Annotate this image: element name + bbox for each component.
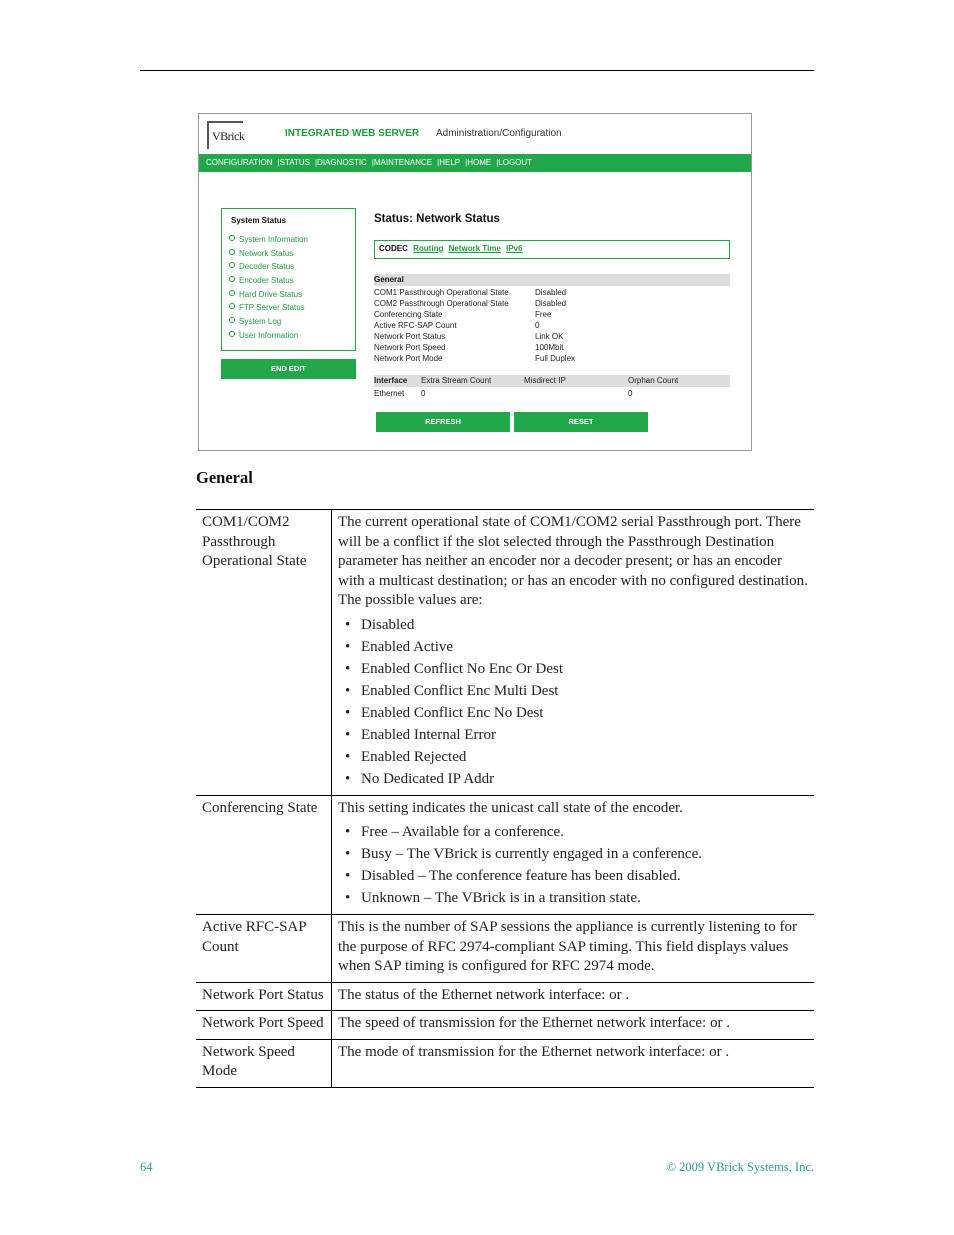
status-value: Free	[535, 310, 552, 319]
bullet-icon	[229, 235, 235, 241]
menu-title: System Status	[231, 216, 287, 225]
status-row	[374, 321, 539, 330]
system-status-menu	[221, 208, 356, 351]
list-item: • Enabled Conflict No Enc Or Dest	[338, 658, 808, 680]
description-cell	[332, 1011, 815, 1040]
bullet-icon	[229, 276, 235, 282]
web-server-screenshot	[198, 113, 752, 451]
status-key: COM1 Passthrough Operational State	[374, 288, 509, 297]
table-row	[196, 795, 814, 915]
sidebar-item-label[interactable]: FTP Server Status	[239, 303, 305, 313]
table-row	[196, 915, 814, 983]
nav-separator: |	[314, 158, 318, 167]
value-list	[338, 821, 808, 909]
term-cell: Conferencing State	[196, 795, 332, 915]
interface-header	[374, 375, 730, 387]
status-row	[374, 354, 575, 363]
sidebar-item-label[interactable]: Hard Drive Status	[239, 289, 303, 299]
sidebar-item[interactable]	[229, 329, 308, 343]
table-row	[196, 510, 814, 796]
general-header-label: General	[374, 275, 404, 284]
sidebar-item-label[interactable]: System Information	[239, 235, 308, 244]
bullet-icon	[229, 249, 235, 255]
description-text: The mode of transmission for the Ethernet network interface: or .	[338, 1043, 730, 1060]
list-item: • Enabled Rejected	[338, 746, 808, 768]
sidebar-item[interactable]	[229, 301, 308, 315]
value-list	[338, 614, 808, 790]
sidebar-item-label[interactable]: System Log	[239, 317, 282, 327]
vbrick-logo: VBrick	[207, 121, 243, 149]
table-row	[196, 982, 814, 1011]
description-text: The speed of transmission for the Ethernet network interface: or .	[338, 1015, 730, 1031]
list-item: • Free – Available for a conference.	[338, 821, 808, 843]
nav-link-home[interactable]: HOME	[467, 158, 492, 167]
copyright: © 2009 VBrick Systems, Inc.	[666, 1160, 814, 1174]
list-item: • Disabled – The conference feature has been disabled.	[338, 865, 808, 887]
nav-separator: |	[496, 158, 499, 167]
sidebar-item[interactable]	[229, 260, 308, 274]
description-cell	[332, 982, 815, 1011]
col-misdirect-ip: Misdirect IP	[524, 376, 566, 385]
status-row	[374, 343, 563, 352]
bullet-icon	[229, 303, 235, 309]
bullet-icon	[229, 317, 235, 323]
tab-codec[interactable]: CODEC	[379, 244, 408, 253]
nav-link-help[interactable]: HELP	[439, 158, 461, 167]
iface-orphan-count: 0	[628, 389, 633, 398]
description-text: The status of the Ethernet network interface: or .	[338, 986, 630, 1003]
status-key: Active RFC-SAP Count	[374, 321, 457, 330]
nav-link-configuration[interactable]: CONFIGURATION	[206, 158, 273, 167]
sidebar-item[interactable]	[229, 247, 308, 261]
sidebar-item-label[interactable]: Encoder Status	[239, 276, 294, 286]
status-key: COM2 Passthrough Operational State	[374, 299, 509, 308]
status-key: Network Port Speed	[374, 343, 446, 352]
status-key: Network Port Status	[374, 332, 446, 341]
list-item: • Enabled Conflict Enc Multi Dest	[338, 680, 808, 702]
status-row	[374, 332, 563, 341]
status-value: 0	[535, 321, 540, 330]
status-key: Network Port Mode	[374, 354, 443, 363]
list-item: • Enabled Conflict Enc No Dest	[338, 702, 808, 724]
status-value: 100Mbit	[535, 343, 564, 352]
nav-separator: |	[437, 158, 440, 167]
table-row	[196, 1039, 814, 1087]
definition-table	[196, 509, 814, 1088]
end-edit-button[interactable]: END EDIT	[221, 359, 356, 379]
refresh-button[interactable]: REFRESH	[376, 412, 510, 432]
description-text: The current operational state of COM1/COM2 serial Passthrough port. There will be a conflict if the slot selected through the Passthrough Destination parameter has neither an encoder nor a decoder present; or has an encoder with a multicast destination; or has an encoder with no configured destination. The possible values are:	[338, 514, 808, 608]
sidebar-item[interactable]	[229, 274, 308, 288]
status-value: Link OK	[535, 332, 564, 341]
sidebar-item-label[interactable]: User Information	[239, 330, 299, 340]
term-cell: Network Port Speed	[196, 1011, 332, 1040]
col-orphan-count: Orphan Count	[628, 376, 679, 385]
status-value: Disabled	[535, 299, 567, 308]
status-row	[374, 310, 551, 319]
sidebar-item-label[interactable]: Network Status	[239, 248, 294, 258]
nav-link-diagnostic[interactable]: DIAGNOSTIC	[317, 158, 367, 167]
nav-separator: |	[465, 158, 468, 167]
list-item: • Unknown – The VBrick is in a transition state.	[338, 887, 808, 909]
term-cell: Network Speed Mode	[196, 1039, 332, 1087]
nav-link-logout[interactable]: LOGOUT	[498, 158, 533, 167]
tab-routing[interactable]: Routing	[413, 244, 444, 253]
nav-bar	[199, 154, 751, 172]
description-cell	[332, 510, 815, 796]
nav-link-maintenance[interactable]: MAINTENANCE	[373, 158, 433, 167]
nav-links	[206, 158, 532, 167]
general-header	[374, 274, 730, 286]
status-value: Full Duplex	[535, 354, 576, 363]
list-item: • No Dedicated IP Addr	[338, 768, 808, 790]
status-key: Conferencing State	[374, 310, 443, 319]
list-item: • Enabled Active	[338, 636, 808, 658]
reset-button[interactable]: RESET	[514, 412, 648, 432]
page-number: 64	[140, 1160, 153, 1174]
description-cell	[332, 1039, 815, 1087]
table-row	[196, 1011, 814, 1040]
term-cell: COM1/COM2 Passthrough Operational State	[196, 510, 332, 796]
list-item: • Enabled Internal Error	[338, 724, 808, 746]
description-cell	[332, 795, 815, 915]
sidebar-item-label[interactable]: Decoder Status	[239, 262, 295, 272]
tab-network-time[interactable]: Network Time	[448, 244, 501, 253]
bullet-icon	[229, 331, 235, 337]
description-cell	[332, 915, 815, 983]
nav-link-status[interactable]: STATUS	[279, 158, 310, 167]
description-text: This is the number of SAP sessions the appliance is currently listening to for the purpose of RFC 2974-compliant SAP timing. This field displays values when SAP timing is configured for RFC 2974 mode.	[338, 919, 797, 974]
sidebar-item[interactable]	[229, 315, 308, 329]
status-value: Disabled	[535, 288, 567, 297]
col-interface: Interface	[374, 376, 408, 385]
nav-separator: |	[371, 158, 374, 167]
iface-extra-stream: 0	[421, 389, 426, 398]
sidebar-item[interactable]	[229, 233, 308, 247]
description-text: This setting indicates the unicast call state of the encoder.	[338, 799, 683, 816]
status-row	[374, 288, 566, 297]
status-title: Status: Network Status	[374, 213, 500, 225]
tab-ipv6[interactable]: IPv6	[506, 244, 523, 253]
iface-name: Ethernet	[374, 389, 405, 398]
status-tabs	[374, 240, 730, 259]
nav-separator: |	[277, 158, 280, 167]
col-extra-stream: Extra Stream Count	[421, 376, 492, 385]
sidebar-item[interactable]	[229, 288, 308, 302]
bullet-icon	[229, 262, 235, 268]
list-item: • Disabled	[338, 614, 808, 636]
brand-title: INTEGRATED WEB SERVER	[285, 128, 420, 139]
list-item: • Busy – The VBrick is currently engaged in a conference.	[338, 843, 808, 865]
brand-subtitle: Administration/Configuration	[436, 128, 562, 139]
status-row	[374, 299, 566, 308]
header-rule	[140, 70, 814, 71]
term-cell: Active RFC-SAP Count	[196, 915, 332, 983]
term-cell: Network Port Status	[196, 982, 332, 1011]
bullet-icon	[229, 290, 235, 296]
section-title: General	[196, 468, 253, 487]
